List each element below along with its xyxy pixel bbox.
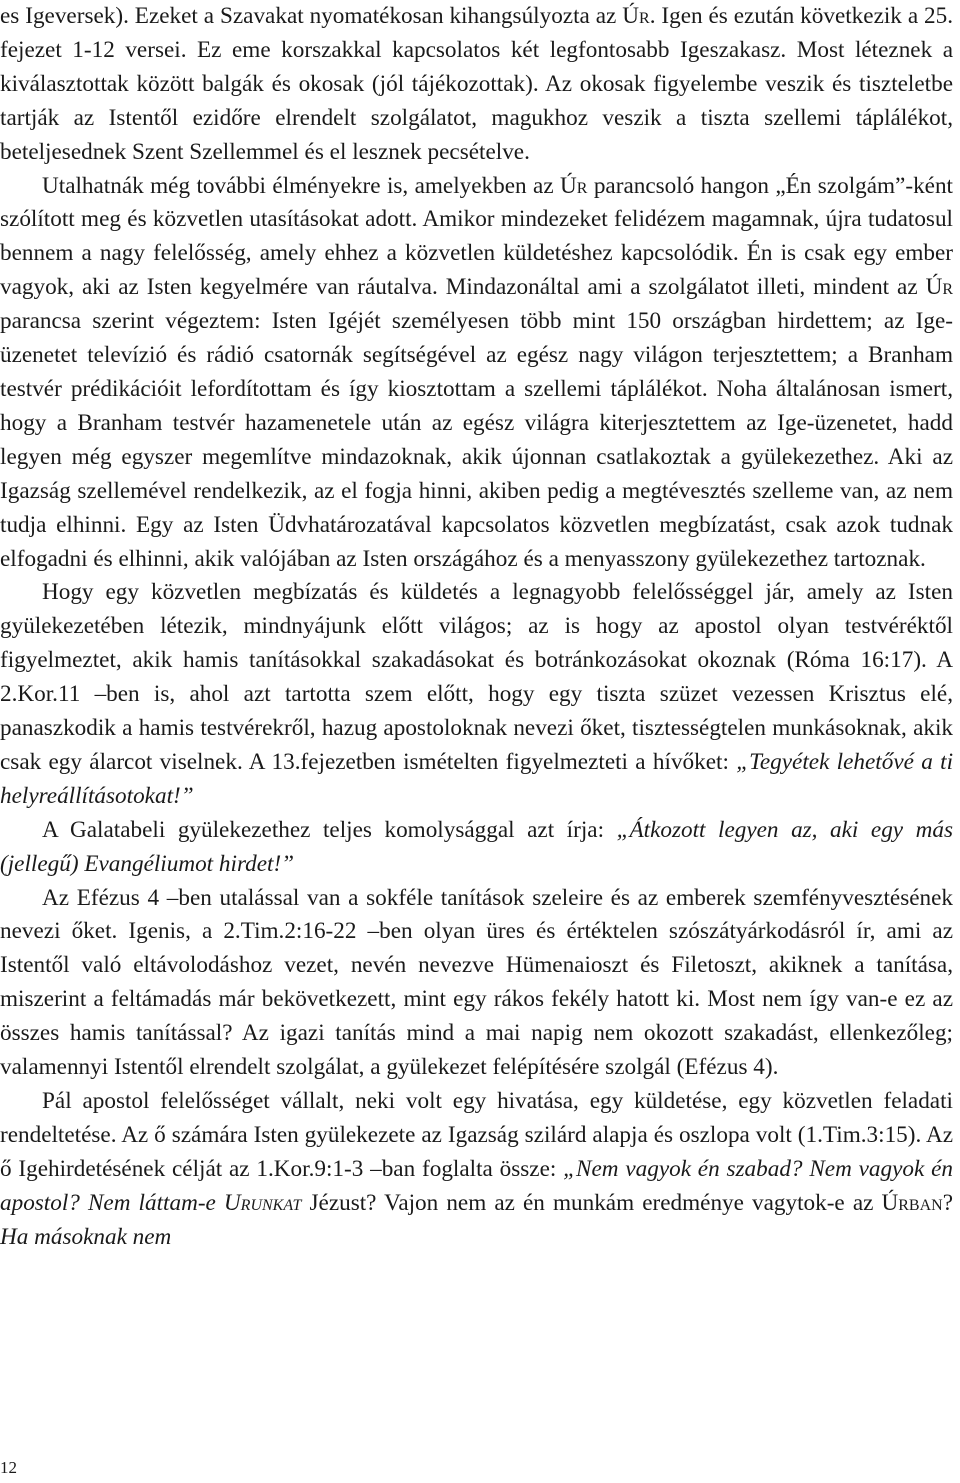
- paragraph: [0, 576, 953, 813]
- quotation-run: „Tegyétek lehetővé a ti helyreállításotokat!”: [0, 748, 954, 809]
- paragraph: [0, 170, 953, 577]
- small-caps-run: Úr: [560, 172, 588, 199]
- text-run: parancsa szerint végeztem: Isten Igéjét személyesen több mint 150 országban hirdettem; az Ige-üzenetet televízió és rádió csatornák segítségével az egész nagy világon terjesztettem; a Branham testvér prédikációit lefordítottam és így kiosztottam a szellemi táplálékot. Noha általánosan ismert, hogy a Branham testvér hazamenetele után az egész világra kiterjesztettem az Ige-üzenetet, hadd legyen még egyszer megemlítve mindazoknak, akik újonnan csatlakoztak a gyülekezethez. Aki az Igazság szellemével rendelkezik, az el fogja hinni, akiben pedig a megtévesztés szelleme van, az nem tudja elhinni. Egy az Isten Üdvhatározatával kapcsolatos közvetlen megbízatást, csak azok tudnak elfogadni és elhinni, akik valójában az Isten országához és a menyasszony gyülekezethez tartoznak.: [0, 308, 953, 572]
- quotation-run: Ha másoknak nem: [0, 1223, 172, 1250]
- paragraph: [0, 814, 953, 882]
- text-run: Hogy egy közvetlen megbízatás és küldetés a legnagyobb felelősséggel jár, amely az Isten gyülekezetében létezik, mindnyájunk előtt világos; az is hogy az apostol olyan testvéréktől figyelmeztet, akik hamis tanításokkal szakadásokat és botránkozásokat okoznak (Róma 16:17). A 2.Kor.11 –ben is, ahol azt tartotta szem előtt, hogy egy tiszta szüzet vezessen Krisztus elé, panaszkodik a hamis testvérekről, hazug apostoloknak nevezi őket, tisztességtelen munkásoknak, akik csak egy álarcot viselnek. A 13.fejezetben ismételten figyelmezteti a hívőket:: [0, 579, 953, 775]
- text-run: Az Efézus 4 –ben utalással van a sokféle tanítások szeleire és az emberek szemfényvesztésének nevezi őket. Igenis, a 2.Tim.2:16-22 –ben olyan üres és értéktelen szószátyárkodásról ír, ami az Istentől való eltávolodáshoz vezet, nevén nevezve Hümenaioszt és Filetoszt, akiknek a tanítása, miszerint a feltámadás már bekövetkezett, mint egy rákos fekély hatott ki. Most nem így van-e ez az összes hamis tanítással? Az igazi tanítás mind a mai napig nem okozott szakadást, ellenkezőleg; valamennyi Istentől elrendelt szolgálat, a gyülekezet felépítésére szolgál (Efézus 4).: [0, 884, 953, 1081]
- small-caps-run: Úr: [622, 3, 650, 29]
- text-run: Utalhatnák még további élményekre is, amelyekben az: [42, 172, 561, 199]
- text-run: Pál apostol felelősséget vállalt, neki volt egy hivatása, egy küldetése, egy közvetlen feladati rendeltetése. Az ő számára Isten gyülekezete az Igazság szilárd alapja és oszlopa volt (1.Tim.3:15). Az ő Igehirdetésének célját az 1.Kor.9:1-3 –ban foglalta össze:: [0, 1088, 953, 1182]
- text-run: . Igen és ezután következik a 25. fejezet 1-12 versei. Ez eme korszakkal kapcsolatos két legfontosabb Igeszakasz. Most léteznek a kiválasztottak között balgák és okosak (jól tájékozottak). Az okosak figyelembe veszik és tiszteletbe tartják az Istentől ezidőre elrendelt szolgálatot, magukhoz veszik a tiszta szellemi táplálékot, beteljesednek Szent Szellemmel és el lesznek pecsételve.: [0, 3, 954, 165]
- paragraph: [0, 882, 953, 1085]
- paragraph: [0, 1085, 953, 1255]
- paragraph: [0, 0, 953, 170]
- small-caps-run: Úr: [925, 274, 953, 301]
- quotation-run: „Átkozott legyen az, aki egy más (jellegű) Evangéliumot hirdet!”: [0, 816, 953, 877]
- text-run: ?: [942, 1189, 953, 1216]
- text-run: parancsoló hangon „Én szolgám”-ként szólított meg és közvetlen utasításokat adott. Amikor mindezeket felidézem magamnak, újra tudatosul bennem a nagy felelősség, amely ehhez a közvetlen küldetéshez kapcsolódik. Én is csak egy ember vagyok, aki az Isten kegyelmére van ráutalva. Mindazonáltal ami a szolgálatot illeti, mindent az: [0, 172, 953, 301]
- small-caps-run: Úrban: [881, 1189, 943, 1216]
- quotation-run: „Nem vagyok én szabad? Nem vagyok én apostol? Nem láttam-e: [0, 1155, 953, 1216]
- text-run: es Igeversek). Ezeket a Szavakat nyomatékosan kihangsúlyozta az: [0, 3, 623, 29]
- text-run: Jézust? Vajon nem az én munkám eredménye vagytok-e az: [301, 1189, 882, 1216]
- text-run: A Galatabeli gyülekezethez teljes komolysággal azt írja:: [42, 816, 617, 843]
- page-number: 12: [0, 1458, 17, 1477]
- quotation-run: Urunkat: [223, 1189, 302, 1216]
